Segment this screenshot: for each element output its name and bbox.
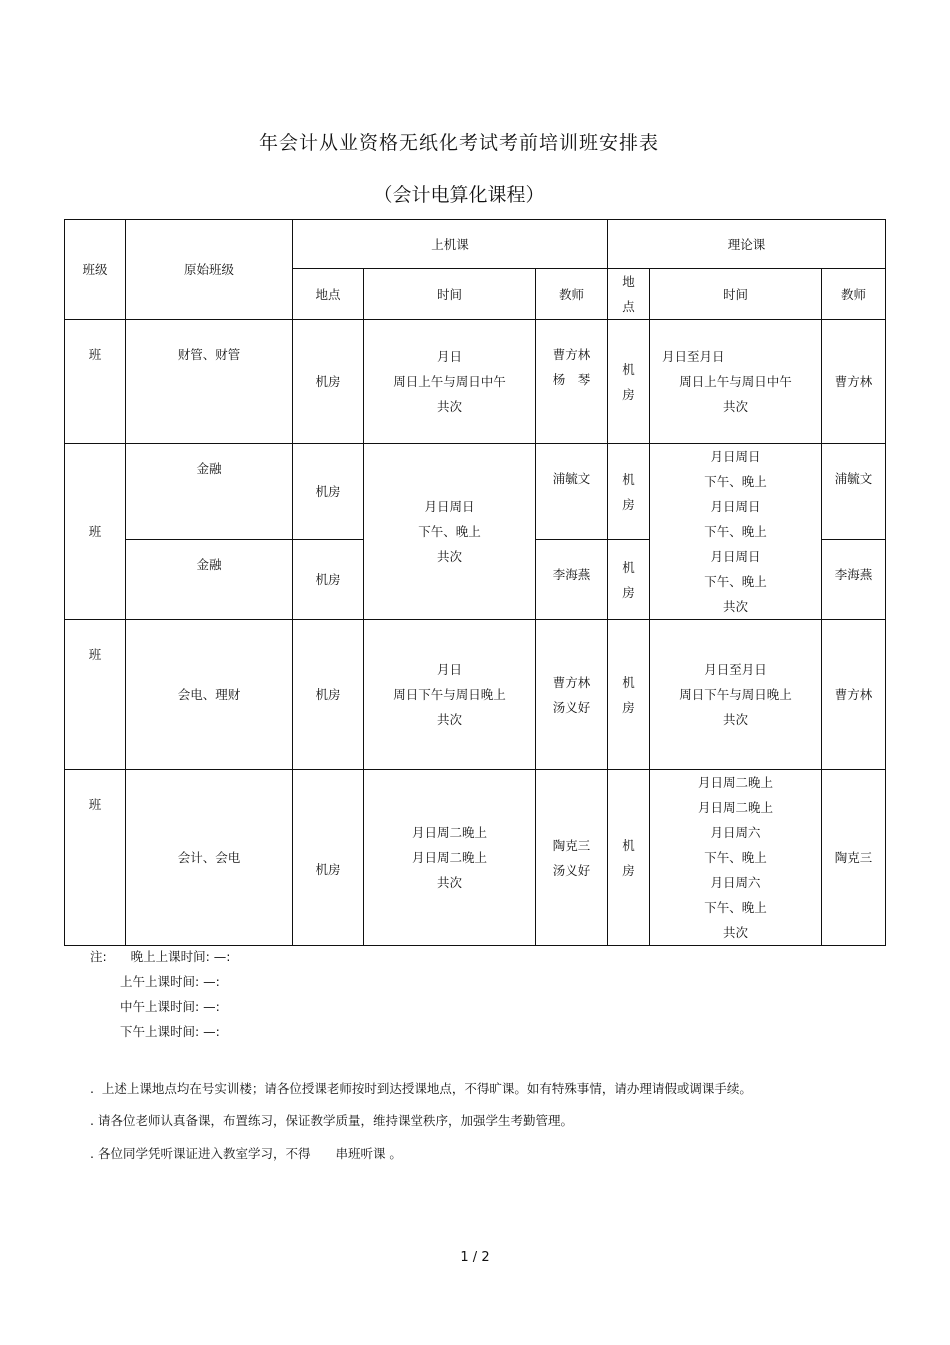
theory-time-line: 共次: [722, 599, 748, 614]
original-class-cell: 财管、财管: [126, 320, 293, 444]
theory-time-cell: [650, 620, 822, 770]
original-class-cell: 会电、理财: [126, 620, 293, 770]
theory-time-cell: [650, 444, 822, 620]
header-lab-time: 时间: [364, 269, 536, 320]
lab-teacher-line: 曹方林: [552, 347, 591, 362]
lab-time-cell: [364, 620, 536, 770]
lab-time-line: 下午、晚上: [418, 524, 481, 539]
lab-time-line: 周日下午与周日晚上: [393, 687, 506, 702]
theory-time-line: 下午、晚上: [704, 900, 767, 915]
header-lab-course: 上机课: [293, 220, 608, 269]
lab-location-cell: 机房: [293, 770, 364, 946]
theory-time-line: 下午、晚上: [704, 474, 767, 489]
theory-time-line: 月日周六: [710, 875, 761, 890]
lab-time-line: 月日周二晚上: [411, 850, 487, 865]
table-row: [65, 444, 886, 540]
theory-time-line: 月日周六: [710, 825, 761, 840]
note-line: 下午上课时间: —:: [120, 1024, 220, 1039]
theory-time-cell: [650, 770, 822, 946]
lab-teacher-cell: [536, 620, 608, 770]
theory-location-cell: [608, 444, 650, 540]
theory-teacher-cell: 曹方林: [822, 320, 886, 444]
theory-teacher-cell: 陶克三: [822, 770, 886, 946]
theory-time-line: 共次: [722, 712, 748, 727]
theory-time-line: 月日至月日: [704, 662, 767, 677]
header-theory-location-line: 地: [622, 274, 635, 289]
header-theory-teacher: 教师: [822, 269, 886, 320]
lab-teacher-cell: 浦毓文: [536, 444, 608, 540]
lab-location-cell: 机房: [293, 620, 364, 770]
header-theory-course: 理论课: [608, 220, 886, 269]
lab-time-line: 周日上午与周日中午: [393, 374, 506, 389]
page-title: 年会计从业资格无纸化考试考前培训班安排表: [258, 132, 659, 154]
lab-teacher-line: 陶克三: [552, 837, 591, 853]
theory-teacher-cell: 浦毓文: [822, 444, 886, 540]
instruction-paragraph: . 请各位老师认真备课，布置练习，保证教学质量，维持课堂秩序，加强学生考勤管理。: [90, 1113, 573, 1128]
class-cell: 班: [65, 444, 126, 620]
note-line: 上午上课时间: —:: [120, 974, 220, 989]
lab-teacher-line: 汤义好: [552, 699, 591, 715]
theory-location-line: 机: [622, 559, 635, 575]
lab-location-cell: 机房: [293, 320, 364, 444]
theory-location-line: 房: [622, 862, 635, 878]
instruction-paragraph: . 各位同学凭听课证进入教室学习，不得 串班听课 。: [90, 1146, 402, 1161]
theory-time-line: 共次: [722, 925, 748, 940]
theory-time-line: 月日周二晚上: [697, 775, 773, 790]
theory-time-line: 下午、晚上: [704, 850, 767, 865]
class-cell: 班: [65, 620, 126, 770]
theory-location-line: 房: [622, 699, 635, 715]
theory-time-line: 月日周日: [710, 449, 761, 464]
lab-location-cell: 机房: [293, 540, 364, 620]
header-row-1: [65, 220, 886, 269]
lab-teacher-line: 汤义好: [552, 862, 591, 878]
lab-time-line: 共次: [436, 875, 462, 890]
original-class-cell: 金融: [126, 540, 293, 620]
theory-time-line: 下午、晚上: [704, 524, 767, 539]
theory-time-line: 周日下午与周日晚上: [679, 687, 792, 702]
original-class-cell: 金融: [126, 444, 293, 540]
theory-location-cell: [608, 320, 650, 444]
theory-time-line: 下午、晚上: [704, 574, 767, 589]
theory-location-cell: [608, 620, 650, 770]
lab-time-cell: [364, 320, 536, 444]
note-row: [90, 944, 230, 969]
theory-time-line: 共次: [722, 399, 748, 414]
lab-time-line: 共次: [436, 712, 462, 727]
class-cell: 班: [65, 320, 126, 444]
time-notes: [90, 944, 230, 1044]
header-theory-location-line: 点: [622, 299, 635, 314]
header-original-class: 原始班级: [126, 220, 293, 320]
table-row: [65, 620, 886, 770]
theory-time-line: 月日至月日: [662, 349, 725, 364]
lab-time-line: 月日: [436, 349, 462, 364]
header-lab-location: 地点: [293, 269, 364, 320]
class-cell: 班: [65, 770, 126, 946]
lab-location-cell: 机房: [293, 444, 364, 540]
lab-time-line: 月日: [436, 662, 462, 677]
theory-location-line: 房: [622, 386, 635, 402]
theory-time-cell: [650, 320, 822, 444]
original-class-cell: 会计、会电: [126, 770, 293, 946]
lab-time-cell: [364, 444, 536, 620]
header-theory-time: 时间: [650, 269, 822, 320]
theory-location-line: 房: [622, 496, 635, 512]
theory-teacher-cell: 李海燕: [822, 540, 886, 620]
theory-time-line: 月日周日: [710, 549, 761, 564]
lab-teacher-cell: [536, 320, 608, 444]
table-row: [65, 770, 886, 946]
lab-time-cell: [364, 770, 536, 946]
theory-location-line: 机: [622, 361, 635, 377]
theory-location-line: 机: [622, 674, 635, 690]
lab-teacher-cell: [536, 770, 608, 946]
lab-time-line: 共次: [436, 399, 462, 414]
theory-location-cell: [608, 770, 650, 946]
lab-time-line: 月日周日: [424, 499, 475, 514]
theory-location-line: 房: [622, 584, 635, 600]
page-subtitle: （会计电算化课程）: [373, 184, 545, 206]
lab-teacher-line: 曹方林: [552, 674, 591, 690]
header-theory-location: [608, 269, 650, 320]
page-number: 1 / 2: [460, 1250, 490, 1265]
theory-time-line: 周日上午与周日中午: [679, 374, 792, 389]
table-row: [65, 320, 886, 444]
header-class: 班级: [65, 220, 126, 320]
note-line: 中午上课时间: —:: [120, 999, 220, 1014]
theory-teacher-cell: 曹方林: [822, 620, 886, 770]
theory-location-line: 机: [622, 837, 635, 853]
lab-time-line: 共次: [436, 549, 462, 564]
note-line: 晚上上课时间: —:: [130, 949, 231, 964]
theory-location-cell: [608, 540, 650, 620]
lab-time-line: 月日周二晚上: [411, 825, 487, 840]
theory-time-line: 月日周日: [710, 499, 761, 514]
lab-teacher-cell: 李海燕: [536, 540, 608, 620]
schedule-table: [64, 219, 886, 946]
theory-location-line: 机: [622, 471, 635, 487]
instruction-paragraph: . 上述上课地点均在号实训楼；请各位授课老师按时到达授课地点，不得旷课。如有特殊事情，请办理请假或调课手续。: [90, 1081, 752, 1096]
lab-teacher-line: 杨 琴: [552, 372, 591, 387]
header-lab-teacher: 教师: [536, 269, 608, 320]
theory-time-line: 月日周二晚上: [697, 800, 773, 815]
note-label: 注:: [90, 949, 107, 964]
